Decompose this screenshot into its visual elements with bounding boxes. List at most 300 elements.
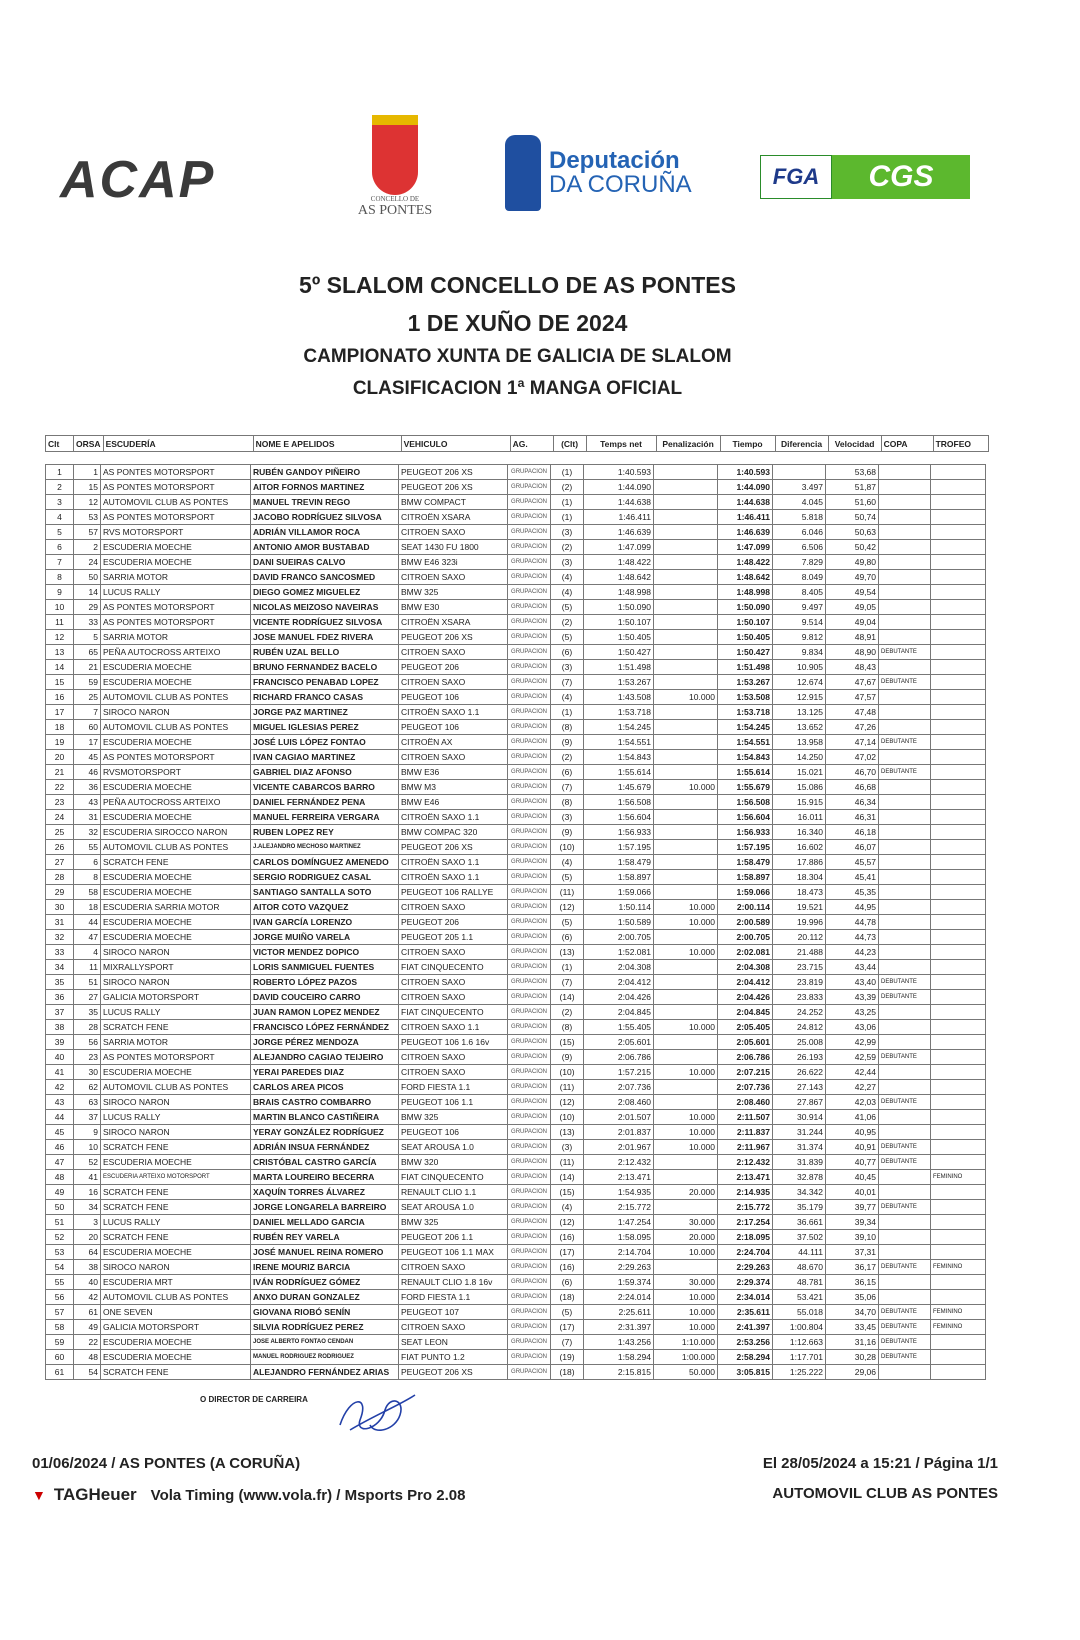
table-row	[46, 645, 986, 660]
table-row	[46, 885, 986, 900]
cell-velocidad: 47,26	[826, 720, 879, 735]
cell-penalizacion: 30.000	[654, 1215, 718, 1230]
cell-tiempo: 2:15.772	[718, 1200, 773, 1215]
cell-escuderia: AS PONTES MOTORSPORT	[101, 465, 251, 480]
cell-clt: 48	[46, 1170, 74, 1185]
cell-diferencia: 3.497	[773, 480, 826, 495]
cell-clt: 1	[46, 465, 74, 480]
cell-clt-grupo: (3)	[551, 810, 584, 825]
cell-escuderia: ESCUDERIA MOECHE	[101, 1155, 251, 1170]
cell-trofeo	[931, 570, 986, 585]
cell-temps-net: 2:14.704	[584, 1245, 654, 1260]
cell-clt-grupo: (1)	[551, 960, 584, 975]
cell-diferencia: 24.252	[773, 1005, 826, 1020]
cell-temps-net: 2:05.601	[584, 1035, 654, 1050]
cell-trofeo	[931, 1140, 986, 1155]
cell-agrupacion: GRUPACION	[508, 1305, 551, 1320]
cell-copa	[879, 705, 931, 720]
tag-heuer-logo: TAGHeuer	[53, 1485, 137, 1504]
cell-diferencia: 15.915	[773, 795, 826, 810]
cell-escuderia: PEÑA AUTOCROSS ARTEIXO	[101, 645, 251, 660]
cell-agrupacion: GRUPACION	[508, 915, 551, 930]
cell-temps-net: 1:50.107	[584, 615, 654, 630]
cell-trofeo	[931, 1230, 986, 1245]
cell-vehiculo: CITROËN AX	[399, 735, 508, 750]
cell-diferencia: 8.405	[773, 585, 826, 600]
cell-escuderia: ESCUDERIA MOECHE	[101, 915, 251, 930]
cell-velocidad: 49,05	[826, 600, 879, 615]
cell-clt: 29	[46, 885, 74, 900]
cell-tiempo: 2:11.837	[718, 1125, 773, 1140]
column-header-orsa: ORSA	[74, 436, 104, 452]
cell-diferencia: 21.488	[773, 945, 826, 960]
cell-copa	[879, 825, 931, 840]
cell-copa	[879, 1125, 931, 1140]
cell-penalizacion: 30.000	[654, 1275, 718, 1290]
cell-tiempo: 2:00.589	[718, 915, 773, 930]
cell-velocidad: 46,34	[826, 795, 879, 810]
cell-diferencia: 16.602	[773, 840, 826, 855]
cell-nome: SILVIA RODRÍGUEZ PEREZ	[251, 1320, 399, 1335]
cell-tiempo: 2:29.263	[718, 1260, 773, 1275]
cell-copa: DEBUTANTE	[879, 1155, 931, 1170]
director-signature	[330, 1385, 420, 1445]
cell-diferencia: 27.143	[773, 1080, 826, 1095]
cell-vehiculo: BMW COMPAC 320	[399, 825, 508, 840]
cell-temps-net: 2:00.705	[584, 930, 654, 945]
cell-diferencia: 9.497	[773, 600, 826, 615]
cell-agrupacion: GRUPACION	[508, 1275, 551, 1290]
cell-clt: 54	[46, 1260, 74, 1275]
cell-tiempo: 2:06.786	[718, 1050, 773, 1065]
cell-agrupacion: GRUPACION	[508, 765, 551, 780]
cell-vehiculo: BMW E46	[399, 795, 508, 810]
cell-diferencia: 37.502	[773, 1230, 826, 1245]
table-row	[46, 1080, 986, 1095]
cell-clt-grupo: (18)	[551, 1365, 584, 1380]
cell-orsa: 5	[74, 630, 101, 645]
cell-velocidad: 40,95	[826, 1125, 879, 1140]
cell-nome: BRUNO FERNANDEZ BACELO	[251, 660, 399, 675]
cell-agrupacion: GRUPACION	[508, 1260, 551, 1275]
crest-caption-small: CONCELLO DE	[370, 195, 420, 203]
cell-tiempo: 1:40.593	[718, 465, 773, 480]
cell-tiempo: 1:44.090	[718, 480, 773, 495]
cell-temps-net: 1:52.081	[584, 945, 654, 960]
cell-tiempo: 2:05.601	[718, 1035, 773, 1050]
cell-clt-grupo: (1)	[551, 495, 584, 510]
cell-trofeo	[931, 750, 986, 765]
cell-tiempo: 2:00.705	[718, 930, 773, 945]
cell-orsa: 56	[74, 1035, 101, 1050]
cell-orsa: 55	[74, 840, 101, 855]
cell-vehiculo: BMW 320	[399, 1155, 508, 1170]
cell-penalizacion: 50.000	[654, 1365, 718, 1380]
cell-velocidad: 42,59	[826, 1050, 879, 1065]
cell-copa	[879, 1065, 931, 1080]
footer-club: AUTOMOVIL CLUB AS PONTES	[772, 1485, 998, 1502]
cell-copa	[879, 900, 931, 915]
cell-velocidad: 40,91	[826, 1140, 879, 1155]
cell-tiempo: 1:47.099	[718, 540, 773, 555]
cell-nome: JOSE ALBERTO FONTAO CENDAN	[251, 1335, 399, 1350]
cell-clt-grupo: (6)	[551, 930, 584, 945]
cell-temps-net: 1:58.897	[584, 870, 654, 885]
table-row	[46, 765, 986, 780]
cell-penalizacion	[654, 630, 718, 645]
cell-trofeo	[931, 1065, 986, 1080]
cell-diferencia: 12.915	[773, 690, 826, 705]
cell-tiempo: 2:04.412	[718, 975, 773, 990]
cell-clt-grupo: (8)	[551, 720, 584, 735]
cell-escuderia: ESCUDERIA ARTEIXO MOTORSPORT	[101, 1170, 251, 1185]
cell-temps-net: 1:50.427	[584, 645, 654, 660]
crest-caption: AS PONTES	[357, 203, 433, 218]
cell-clt-grupo: (4)	[551, 855, 584, 870]
cell-diferencia: 14.250	[773, 750, 826, 765]
cell-orsa: 33	[74, 615, 101, 630]
cell-escuderia: SARRIA MOTOR	[101, 1035, 251, 1050]
table-row	[46, 960, 986, 975]
cell-trofeo	[931, 930, 986, 945]
cell-vehiculo: CITROËN XSARA	[399, 510, 508, 525]
cell-tiempo: 2:11.967	[718, 1140, 773, 1155]
crest-shield-icon	[372, 115, 418, 195]
cell-penalizacion: 10.000	[654, 1245, 718, 1260]
cell-vehiculo: CITROEN SAXO	[399, 1065, 508, 1080]
cell-tiempo: 2:04.426	[718, 990, 773, 1005]
cell-nome: RUBÉN GANDOY PIÑEIRO	[251, 465, 399, 480]
cell-nome: MANUEL TREVIN REGO	[251, 495, 399, 510]
cell-penalizacion	[654, 600, 718, 615]
cell-orsa: 3	[74, 1215, 101, 1230]
cell-tiempo: 2:35.611	[718, 1305, 773, 1320]
cell-trofeo	[931, 915, 986, 930]
cell-tiempo: 3:05.815	[718, 1365, 773, 1380]
cell-vehiculo: CITROEN SAXO	[399, 900, 508, 915]
cell-orsa: 43	[74, 795, 101, 810]
table-row	[46, 555, 986, 570]
cell-penalizacion: 10.000	[654, 690, 718, 705]
cell-copa	[879, 1020, 931, 1035]
cell-copa	[879, 1275, 931, 1290]
cell-diferencia: 26.193	[773, 1050, 826, 1065]
cell-nome: YERAY GONZÁLEZ RODRÍGUEZ	[251, 1125, 399, 1140]
cell-vehiculo: SEAT AROUSA 1.0	[399, 1200, 508, 1215]
cell-velocidad: 43,40	[826, 975, 879, 990]
cell-nome: JUAN RAMON LOPEZ MENDEZ	[251, 1005, 399, 1020]
cell-tiempo: 2:12.432	[718, 1155, 773, 1170]
cell-trofeo	[931, 735, 986, 750]
cell-diferencia: 6.046	[773, 525, 826, 540]
cell-tiempo: 1:46.639	[718, 525, 773, 540]
cell-vehiculo: FIAT CINQUECENTO	[399, 1170, 508, 1185]
cell-vehiculo: BMW COMPACT	[399, 495, 508, 510]
cell-orsa: 42	[74, 1290, 101, 1305]
cell-penalizacion	[654, 525, 718, 540]
cell-vehiculo: FORD FIESTA 1.1	[399, 1080, 508, 1095]
cell-clt-grupo: (12)	[551, 900, 584, 915]
cell-penalizacion: 10.000	[654, 1140, 718, 1155]
cell-temps-net: 1:50.114	[584, 900, 654, 915]
cell-temps-net: 1:44.090	[584, 480, 654, 495]
cell-trofeo	[931, 720, 986, 735]
cell-clt-grupo: (15)	[551, 1185, 584, 1200]
cell-clt-grupo: (10)	[551, 840, 584, 855]
cell-trofeo	[931, 660, 986, 675]
cell-temps-net: 2:01.967	[584, 1140, 654, 1155]
cell-tiempo: 2:04.845	[718, 1005, 773, 1020]
cell-temps-net: 1:43.256	[584, 1335, 654, 1350]
table-row	[46, 1335, 986, 1350]
table-row	[46, 795, 986, 810]
column-header-copa: COPA	[881, 436, 933, 452]
cell-vehiculo: CITROEN SAXO	[399, 1260, 508, 1275]
table-row	[46, 900, 986, 915]
cell-velocidad: 45,41	[826, 870, 879, 885]
cell-orsa: 37	[74, 1110, 101, 1125]
cell-tiempo: 2:07.215	[718, 1065, 773, 1080]
cell-nome: XAQUÍN TORRES ÁLVAREZ	[251, 1185, 399, 1200]
cell-clt-grupo: (6)	[551, 765, 584, 780]
cell-trofeo	[931, 465, 986, 480]
cell-escuderia: AS PONTES MOTORSPORT	[101, 750, 251, 765]
cell-diferencia: 13.652	[773, 720, 826, 735]
cell-vehiculo: SEAT AROUSA 1.0	[399, 1140, 508, 1155]
cell-velocidad: 33,45	[826, 1320, 879, 1335]
cell-velocidad: 42,27	[826, 1080, 879, 1095]
cell-trofeo: FEMININO	[931, 1305, 986, 1320]
cell-trofeo	[931, 1365, 986, 1380]
cell-clt: 55	[46, 1275, 74, 1290]
cell-clt: 13	[46, 645, 74, 660]
cell-clt-grupo: (2)	[551, 615, 584, 630]
cell-escuderia: ESCUDERIA MOECHE	[101, 1335, 251, 1350]
cell-escuderia: SCRATCH FENE	[101, 1020, 251, 1035]
cell-copa	[879, 1290, 931, 1305]
cell-trofeo	[931, 1275, 986, 1290]
cell-vehiculo: FIAT CINQUECENTO	[399, 960, 508, 975]
cell-trofeo	[931, 705, 986, 720]
cell-agrupacion: GRUPACION	[508, 960, 551, 975]
cell-temps-net: 1:53.718	[584, 705, 654, 720]
cell-clt: 46	[46, 1140, 74, 1155]
cell-orsa: 57	[74, 525, 101, 540]
cell-trofeo	[931, 870, 986, 885]
cell-orsa: 63	[74, 1095, 101, 1110]
cell-trofeo	[931, 1350, 986, 1365]
cell-clt-grupo: (2)	[551, 1005, 584, 1020]
cell-velocidad: 34,70	[826, 1305, 879, 1320]
table-row	[46, 510, 986, 525]
cell-clt: 20	[46, 750, 74, 765]
cell-diferencia: 13.958	[773, 735, 826, 750]
cell-agrupacion: GRUPACION	[508, 1080, 551, 1095]
cell-agrupacion: GRUPACION	[508, 615, 551, 630]
cell-copa: DEBUTANTE	[879, 645, 931, 660]
cell-agrupacion: GRUPACION	[508, 780, 551, 795]
table-row	[46, 615, 986, 630]
cell-trofeo	[931, 1125, 986, 1140]
cell-velocidad: 42,03	[826, 1095, 879, 1110]
cell-orsa: 12	[74, 495, 101, 510]
cell-clt-grupo: (1)	[551, 705, 584, 720]
cell-orsa: 10	[74, 1140, 101, 1155]
cell-trofeo	[931, 1110, 986, 1125]
cell-vehiculo: BMW M3	[399, 780, 508, 795]
cell-agrupacion: GRUPACION	[508, 1050, 551, 1065]
cell-copa	[879, 1215, 931, 1230]
cell-penalizacion: 10.000	[654, 780, 718, 795]
cell-copa	[879, 1080, 931, 1095]
cell-orsa: 18	[74, 900, 101, 915]
cell-tiempo: 1:57.195	[718, 840, 773, 855]
cell-velocidad: 46,07	[826, 840, 879, 855]
cell-clt-grupo: (6)	[551, 645, 584, 660]
cell-copa	[879, 810, 931, 825]
fga-logo: FGA	[760, 155, 832, 199]
cell-clt-grupo: (14)	[551, 990, 584, 1005]
cell-agrupacion: GRUPACION	[508, 990, 551, 1005]
cell-clt-grupo: (7)	[551, 1335, 584, 1350]
cell-nome: NICOLAS MEIZOSO NAVEIRAS	[251, 600, 399, 615]
cell-nome: IVAN CAGIAO MARTINEZ	[251, 750, 399, 765]
cell-tiempo: 2:04.308	[718, 960, 773, 975]
cell-clt-grupo: (14)	[551, 1170, 584, 1185]
cell-penalizacion	[654, 1200, 718, 1215]
cell-nome: JORGE MUIÑO VARELA	[251, 930, 399, 945]
cell-escuderia: SARRIA MOTOR	[101, 630, 251, 645]
cell-vehiculo: PEUGEOT 206 1.1	[399, 1230, 508, 1245]
cell-vehiculo: PEUGEOT 206 XS	[399, 480, 508, 495]
cell-copa	[879, 870, 931, 885]
cell-trofeo	[931, 810, 986, 825]
cell-clt-grupo: (9)	[551, 1050, 584, 1065]
cell-orsa: 54	[74, 1365, 101, 1380]
cell-escuderia: ESCUDERIA MOECHE	[101, 930, 251, 945]
cell-vehiculo: PEUGEOT 206	[399, 660, 508, 675]
table-row	[46, 1290, 986, 1305]
cell-clt: 19	[46, 735, 74, 750]
cell-trofeo	[931, 1245, 986, 1260]
cell-escuderia: AS PONTES MOTORSPORT	[101, 510, 251, 525]
cell-nome: JACOBO RODRÍGUEZ SILVOSA	[251, 510, 399, 525]
cell-vehiculo: SEAT LEON	[399, 1335, 508, 1350]
cell-orsa: 60	[74, 720, 101, 735]
cell-agrupacion: GRUPACION	[508, 1200, 551, 1215]
cell-trofeo	[931, 510, 986, 525]
cell-vehiculo: CITROEN SAXO 1.1	[399, 1020, 508, 1035]
cell-orsa: 61	[74, 1305, 101, 1320]
cell-tiempo: 2:14.935	[718, 1185, 773, 1200]
cell-orsa: 53	[74, 510, 101, 525]
cell-velocidad: 49,70	[826, 570, 879, 585]
cell-agrupacion: GRUPACION	[508, 975, 551, 990]
cell-velocidad: 46,31	[826, 810, 879, 825]
deputacion-line1: Deputación	[549, 147, 680, 174]
table-row	[46, 915, 986, 930]
cell-trofeo	[931, 1215, 986, 1230]
cell-orsa: 35	[74, 1005, 101, 1020]
table-row	[46, 570, 986, 585]
cell-temps-net: 2:06.786	[584, 1050, 654, 1065]
cell-orsa: 4	[74, 945, 101, 960]
cell-diferencia: 44.111	[773, 1245, 826, 1260]
cell-vehiculo: FORD FIESTA 1.1	[399, 1290, 508, 1305]
cell-temps-net: 1:58.095	[584, 1230, 654, 1245]
cell-orsa: 8	[74, 870, 101, 885]
cell-penalizacion	[654, 555, 718, 570]
cell-agrupacion: GRUPACION	[508, 1245, 551, 1260]
cell-trofeo	[931, 1290, 986, 1305]
cell-clt: 27	[46, 855, 74, 870]
table-row	[46, 780, 986, 795]
cell-clt-grupo: (3)	[551, 555, 584, 570]
cell-velocidad: 47,67	[826, 675, 879, 690]
cell-tiempo: 1:48.422	[718, 555, 773, 570]
cell-nome: AITOR COTO VAZQUEZ	[251, 900, 399, 915]
cell-trofeo	[931, 825, 986, 840]
cell-velocidad: 31,16	[826, 1335, 879, 1350]
cell-temps-net: 1:56.604	[584, 810, 654, 825]
cell-temps-net: 1:58.479	[584, 855, 654, 870]
cell-trofeo	[931, 990, 986, 1005]
cell-trofeo	[931, 795, 986, 810]
cell-clt-grupo: (5)	[551, 870, 584, 885]
cell-tiempo: 2:53.256	[718, 1335, 773, 1350]
cell-velocidad: 40,01	[826, 1185, 879, 1200]
cell-copa	[879, 510, 931, 525]
cell-agrupacion: GRUPACION	[508, 1320, 551, 1335]
cell-orsa: 27	[74, 990, 101, 1005]
cell-vehiculo: PEUGEOT 205 1.1	[399, 930, 508, 945]
cell-nome: RUBEN LOPEZ REY	[251, 825, 399, 840]
cell-diferencia: 19.521	[773, 900, 826, 915]
cell-temps-net: 1:50.405	[584, 630, 654, 645]
cell-vehiculo: FIAT CINQUECENTO	[399, 1005, 508, 1020]
cgs-logo: CGS	[832, 155, 970, 199]
cell-nome: MARTIN BLANCO CASTIÑEIRA	[251, 1110, 399, 1125]
cell-penalizacion	[654, 855, 718, 870]
cell-vehiculo: CITROEN SAXO	[399, 645, 508, 660]
cell-temps-net: 1:47.099	[584, 540, 654, 555]
cell-trofeo	[931, 540, 986, 555]
cell-copa	[879, 555, 931, 570]
cell-agrupacion: GRUPACION	[508, 525, 551, 540]
cell-clt: 16	[46, 690, 74, 705]
table-row	[46, 1185, 986, 1200]
cell-velocidad: 47,57	[826, 690, 879, 705]
cell-copa	[879, 1005, 931, 1020]
cell-nome: IRENE MOURIZ BARCIA	[251, 1260, 399, 1275]
cell-temps-net: 1:59.066	[584, 885, 654, 900]
cell-temps-net: 2:24.014	[584, 1290, 654, 1305]
cell-tiempo: 1:44.638	[718, 495, 773, 510]
cell-velocidad: 37,31	[826, 1245, 879, 1260]
cell-escuderia: ESCUDERIA MOECHE	[101, 735, 251, 750]
cell-clt: 17	[46, 705, 74, 720]
cell-clt: 49	[46, 1185, 74, 1200]
cell-vehiculo: PEUGEOT 106	[399, 1125, 508, 1140]
cell-trofeo	[931, 885, 986, 900]
cell-agrupacion: GRUPACION	[508, 855, 551, 870]
cell-agrupacion: GRUPACION	[508, 1125, 551, 1140]
cell-clt: 51	[46, 1215, 74, 1230]
cell-clt-grupo: (5)	[551, 1305, 584, 1320]
cell-tiempo: 1:56.933	[718, 825, 773, 840]
cell-penalizacion	[654, 570, 718, 585]
column-header-agrupacion: AG.	[510, 436, 553, 452]
